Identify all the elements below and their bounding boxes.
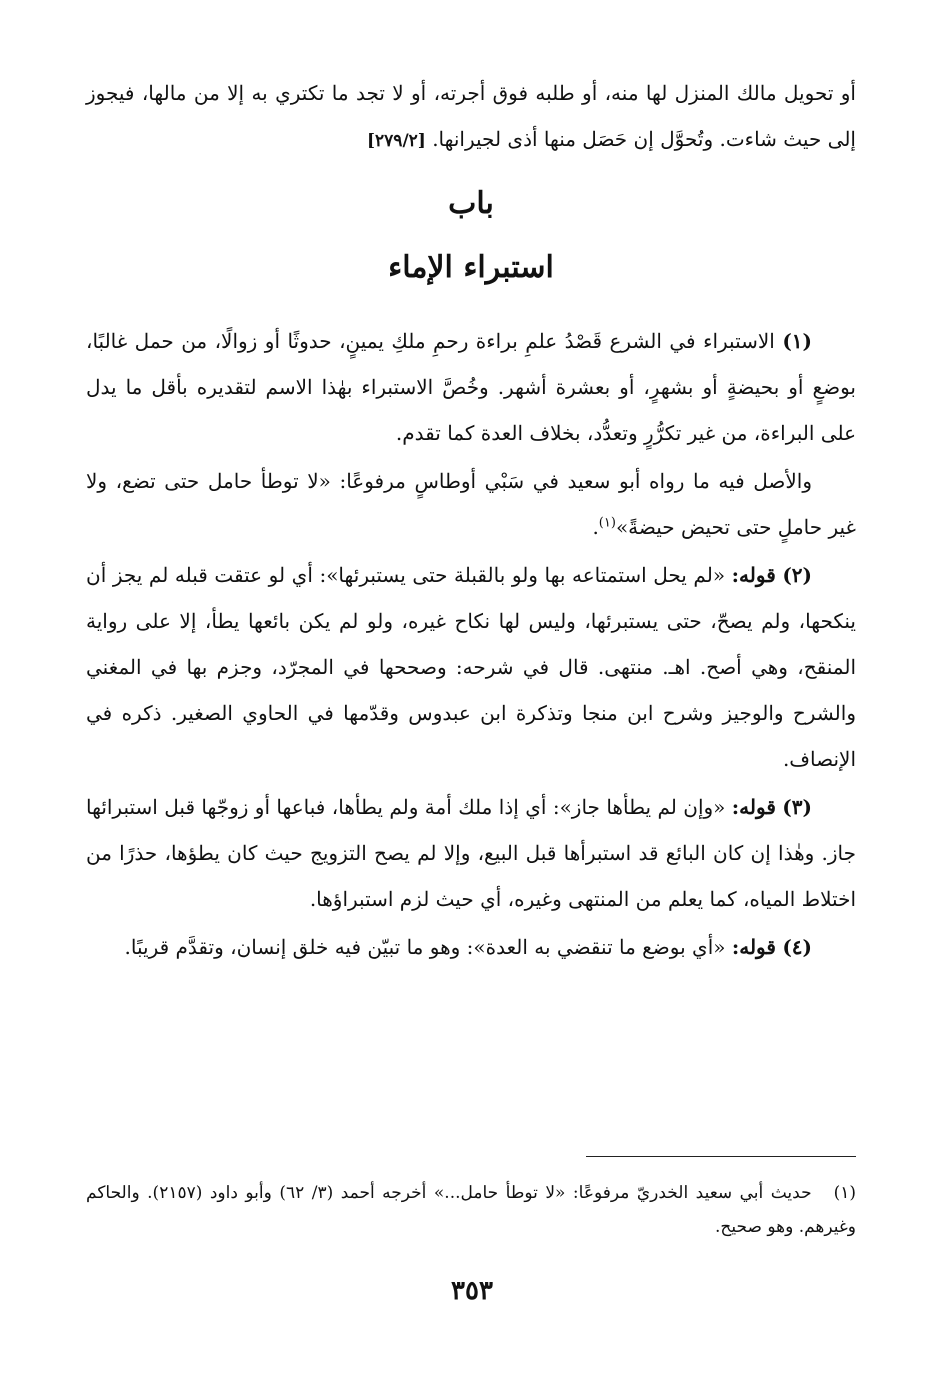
evidence-paragraph [86, 458, 856, 550]
note-marker: (٢) [782, 563, 813, 587]
commentary-paragraph-3 [86, 784, 856, 922]
chapter-heading: باب [448, 186, 494, 221]
paragraph-text: «وإن لم يطأها جاز»: أي إذا ملك أمة ولم يطأها، فباعها أو زوجّها قبل استبرائها جاز. وهٰذا إن كان البائع قد استبرأها قبل البيع، وإلا لم يصح التزويج حيث كان يطؤها، حذرًا من اختلاط المياه، كما يعلم من المنتهى وغيره، أي حيث لزم استبراؤها. [86, 795, 856, 911]
footnote [86, 1176, 856, 1244]
note-marker: (٤) [782, 935, 812, 959]
note-marker: (٣) [782, 795, 812, 819]
commentary-paragraph-1 [86, 318, 856, 456]
page-body [86, 70, 856, 972]
edition-page-marker: [٢٧٩/٢] [367, 131, 426, 151]
footnote-number: (١) [833, 1183, 857, 1203]
quote-label: قوله: [731, 563, 776, 587]
paragraph-text: «أي بوضع ما تنقضي به العدة»: وهو ما تبيّن فيه خلق إنسان، وتقدَّم قريبًا. [124, 935, 726, 959]
note-marker: (١) [782, 329, 812, 353]
quote-label: قوله: [731, 795, 776, 819]
section-title: استبراء الإماء [388, 250, 554, 285]
commentary-paragraph-2 [86, 552, 856, 782]
intro-text: أو تحويل مالك المنزل لها منه، أو طلبه فوق أجرته، أو لا تجد ما تكتري به إلا من مالها، فيجوز إلى حيث شاءت. وتُحوَّل إن حَصَل منها أذى لجيرانها. [86, 81, 856, 151]
footnote-reference[interactable]: (١) [598, 515, 616, 531]
paragraph-text: الاستبراء في الشرع قَصْدُ علمِ براءة رحمِ ملكِ يمينٍ، حدوثًا أو زوالًا، من حمل غالبًا، بوضعٍ أو بحيضةٍ أو بشهرٍ، أو بعشرة أشهر. وخُصَّ الاستبراء بهٰذا الاسم لتقديره بأقل ما يدل على البراءة، من غير تكرُّرٍ وتعدُّد، بخلاف العدة كما تقدم. [86, 329, 856, 445]
page-number: ٣٥٣ [451, 1276, 493, 1306]
footnote-separator [586, 1156, 856, 1157]
paragraph-text: والأصل فيه ما رواه أبو سعيد في سَبْي أوطاسٍ مرفوعًا: «لا توطأ حامل حتى تضع، ولا غير حاملٍ حتى تحيض حيضةً» [86, 469, 856, 539]
paragraph-text: «لم يحل استمتاعه بها ولو بالقبلة حتى يستبرئها»: أي لو عتقت قبله لم يجز أن ينكحها، ولم يصحّ، حتى يستبرئها، وليس لها نكاح غيره، ولو لم يكن بائعها يطأ، إلا على رواية المنقح، وهي أصح. اهـ. منتهى. قال في شرحه: وصححها في المجرّد، وجزم بها في المغني والشرح والوجيز وشرح ابن منجا وتذكرة ابن عبدوس وقدّمها في الحاوي الصغير. ذكره في الإنصاف. [86, 563, 856, 771]
paragraph-tail: . [592, 515, 599, 539]
footnote-text: حديث أبي سعيد الخدريّ مرفوعًا: «لا توطأ حامل...» أخرجه أحمد (٣/ ٦٢) وأبو داود (٢١٥٧). والحاكم وغيرهم. وهو صحيح. [86, 1183, 856, 1237]
commentary-paragraph-4 [86, 924, 856, 970]
intro-paragraph [86, 70, 856, 164]
quote-label: قوله: [731, 935, 776, 959]
